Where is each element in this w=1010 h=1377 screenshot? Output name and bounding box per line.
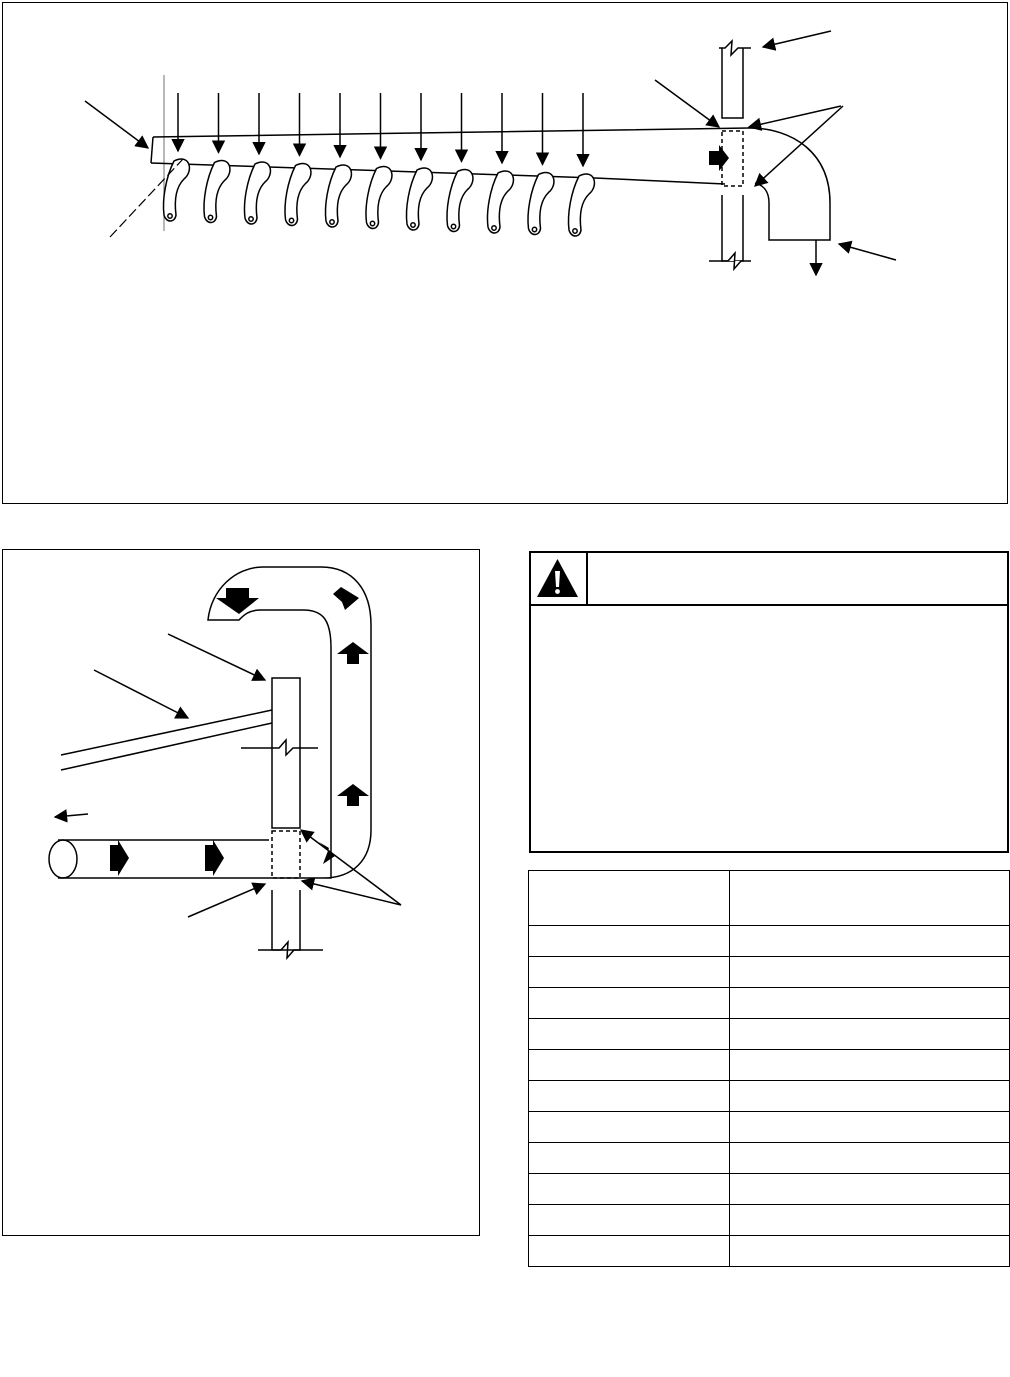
corrugated-coils	[163, 159, 594, 236]
table-cell	[529, 1019, 730, 1050]
warning-icon-cell	[531, 553, 588, 604]
coil-segment	[487, 171, 513, 233]
vent-pipe-body	[151, 128, 749, 184]
vent-pipe-diagram-top	[2, 2, 1008, 504]
table-cell	[730, 926, 1010, 957]
table-cell	[730, 988, 1010, 1019]
table-cell	[730, 1081, 1010, 1112]
table-header-row	[529, 871, 1010, 926]
table-cell	[529, 1205, 730, 1236]
vent-termination-svg	[3, 550, 478, 1234]
coil-segment	[366, 166, 392, 228]
coil-hole	[330, 220, 334, 224]
coil-hole	[249, 217, 253, 221]
coil-segment	[528, 172, 554, 234]
table-cell	[730, 1236, 1010, 1267]
vent-elbow	[749, 128, 830, 240]
flow-arrow-icon	[709, 145, 729, 171]
table-row	[529, 1205, 1010, 1236]
table-cell	[529, 957, 730, 988]
coil-arrows	[178, 93, 583, 166]
table-cell	[730, 1205, 1010, 1236]
vent-pipe-diagram-svg	[3, 3, 1006, 502]
coil-segment	[163, 159, 189, 221]
leader-arrows-bottom	[55, 634, 401, 917]
spec-table	[528, 870, 1010, 1267]
corner-arrow-icon	[333, 587, 359, 610]
table-cell	[529, 1174, 730, 1205]
table-header-cell	[730, 871, 1010, 926]
table-cell	[730, 1050, 1010, 1081]
table-cell	[529, 926, 730, 957]
warning-triangle-icon	[531, 553, 584, 602]
table-cell	[529, 1143, 730, 1174]
coil-hole	[451, 224, 455, 228]
coil-segment	[244, 162, 270, 224]
coil-segment	[204, 160, 230, 222]
coil-segment	[325, 165, 351, 227]
coil-hole	[532, 227, 536, 231]
table-row	[529, 1112, 1010, 1143]
table-row	[529, 988, 1010, 1019]
coil-segment	[285, 163, 311, 225]
vent-termination-diagram	[2, 549, 480, 1236]
coil-hole	[411, 223, 415, 227]
pipe-end	[49, 840, 77, 878]
coil-hole	[573, 229, 577, 233]
coil-hole	[289, 218, 293, 222]
coil-segment	[568, 174, 594, 236]
table-row	[529, 957, 1010, 988]
table-cell	[529, 1050, 730, 1081]
coil-hole	[492, 226, 496, 230]
table-cell	[529, 1236, 730, 1267]
coil-hole	[370, 221, 374, 225]
coil-segment	[447, 169, 473, 231]
table-cell	[529, 1112, 730, 1143]
table-row	[529, 1050, 1010, 1081]
table-row	[529, 1019, 1010, 1050]
warning-header	[531, 553, 1007, 606]
table-row	[529, 1081, 1010, 1112]
coil-hole	[208, 215, 212, 219]
table-row	[529, 1174, 1010, 1205]
table-row	[529, 1143, 1010, 1174]
table-cell	[730, 1143, 1010, 1174]
table-header-cell	[529, 871, 730, 926]
table-cell	[730, 1174, 1010, 1205]
table-cell	[529, 988, 730, 1019]
table-cell	[730, 1112, 1010, 1143]
slanted-pipe	[61, 710, 272, 770]
horizontal-pipe	[58, 840, 269, 878]
table-cell	[730, 957, 1010, 988]
table-cell	[529, 1081, 730, 1112]
table-row	[529, 1236, 1010, 1267]
coil-segment	[406, 168, 432, 230]
table-row	[529, 926, 1010, 957]
coil-hole	[168, 214, 172, 218]
warning-box	[529, 551, 1009, 853]
table-cell	[730, 1019, 1010, 1050]
